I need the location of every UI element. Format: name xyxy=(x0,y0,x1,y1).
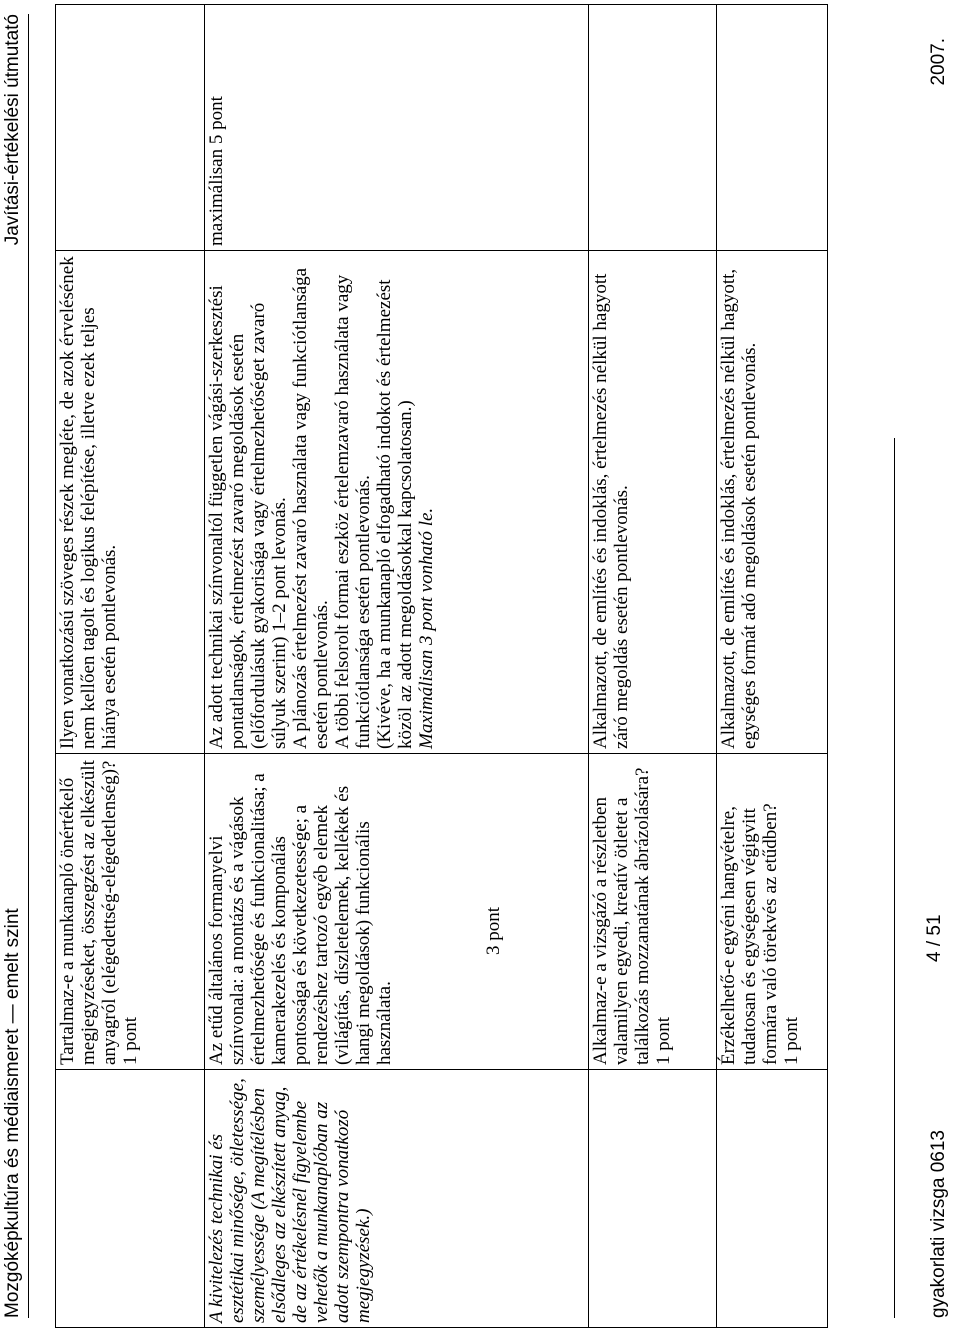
table-row xyxy=(589,5,717,1328)
rubric-table xyxy=(55,4,828,1328)
detail-line: A plánozás értelmezést zavaró használata vagy funkciótlansága esetén pontlevonás. xyxy=(290,267,332,749)
footer-rule xyxy=(894,438,895,1318)
description-points: 1 pont xyxy=(653,1016,674,1065)
footer-year: 2007. xyxy=(928,38,949,86)
points-cell xyxy=(56,5,205,251)
description-cell xyxy=(717,754,828,1070)
footer-exam-code: gyakorlati vizsga 0613 xyxy=(928,1130,949,1318)
description-text: Az etűd általános formanyelvi színvonala: a montázs és a vágások értelmezhetősége és funkcionalitása; a kamerakezelés és komponálás pontossága és következetessége; a rendezéshez tartozó egyéb elemek (világítás, díszletelemek, kellékek és hangi megoldások) funkcionális használata. xyxy=(206,773,395,1065)
table-row xyxy=(56,5,205,1328)
criterion-cell xyxy=(56,1070,205,1328)
header-left: Mozgóképkultúra és médiaismeret — emelt szint xyxy=(2,908,23,1318)
detail-cell: Alkalmazott, de említés és indoklás, értelmezés nélkül hagyott, egységes formát adó megoldások esetén pontlevonás. xyxy=(717,251,828,754)
description-text: Alkalmaz-e a vizsgázó a részletben valamilyen egyedi, kreatív ötletet a találkozás mozzanatának ábrázolására? xyxy=(590,767,653,1065)
description-cell xyxy=(589,754,717,1070)
header-right: Javítási-értékelési útmutató xyxy=(2,14,23,246)
table-row xyxy=(205,5,589,1328)
detail-cell xyxy=(205,251,589,754)
detail-cell: Alkalmazott, de említés és indoklás, értelmezés nélkül hagyott záró megoldás esetén pontlevonás. xyxy=(589,251,717,754)
description-text: Érzékelhető-e egyéni hangvételre, tudatosan és egységesen végigvitt formára való törekvés az etűdben? xyxy=(718,803,781,1065)
description-cell xyxy=(205,754,589,1070)
points-cell xyxy=(717,5,828,251)
detail-max: Maximálisan 3 pont vonható le. xyxy=(416,507,437,749)
detail-line: Az adott technikai színvonaltól független vágási-szerkesztési pontatlanságok, értelmezést zavaró megoldások esetén (előfordulásuk gyakorisága vagy értelmezhetőséget zavaró súlyuk szerint) 1–2 pont levonás. xyxy=(206,285,290,749)
detail-line: A többi felsorolt formai eszköz értelemzavaró használata vagy funkciótlansága esetén pontlevonás. xyxy=(332,274,374,749)
points-cell: maximálisan 5 pont xyxy=(205,5,589,251)
criterion-cell: A kivitelezés technikai és esztétikai minősége, ötletessége, személyessége (A megítélésben elsődleges az elkészített anyag, de az értékelésnél figyelembe vehetők a munkanaplóban az adott szempontra vonatkozó megjegyzések.) xyxy=(205,1070,589,1328)
table-row xyxy=(717,5,828,1328)
description-points: 3 pont xyxy=(483,906,504,955)
detail-cell: Ilyen vonatkozású szöveges részek megléte, de azok érvelésének nem kellően tagolt és logikus felépítése, illetve ezek teljes hiánya esetén pontlevonás. xyxy=(56,251,205,754)
description-text: Tartalmaz-e a munkanapló önértékelő megjegyzéseket, összegzést az elkészült anyagról (elégedettség-elégedetlenség)? xyxy=(57,760,120,1065)
criterion-cell xyxy=(589,1070,717,1328)
criterion-cell xyxy=(717,1070,828,1328)
footer-page-number: 4 / 51 xyxy=(924,914,945,962)
detail-line: (Kivéve, ha a munkanapló elfogadható indokot és értelmezést közöl az adott megoldásokkal kapcsolatosan.) xyxy=(374,279,416,749)
points-cell xyxy=(589,5,717,251)
header-rule xyxy=(28,14,29,1318)
description-cell xyxy=(56,754,205,1070)
description-points: 1 pont xyxy=(781,1016,802,1065)
description-points: 1 pont xyxy=(120,1016,141,1065)
